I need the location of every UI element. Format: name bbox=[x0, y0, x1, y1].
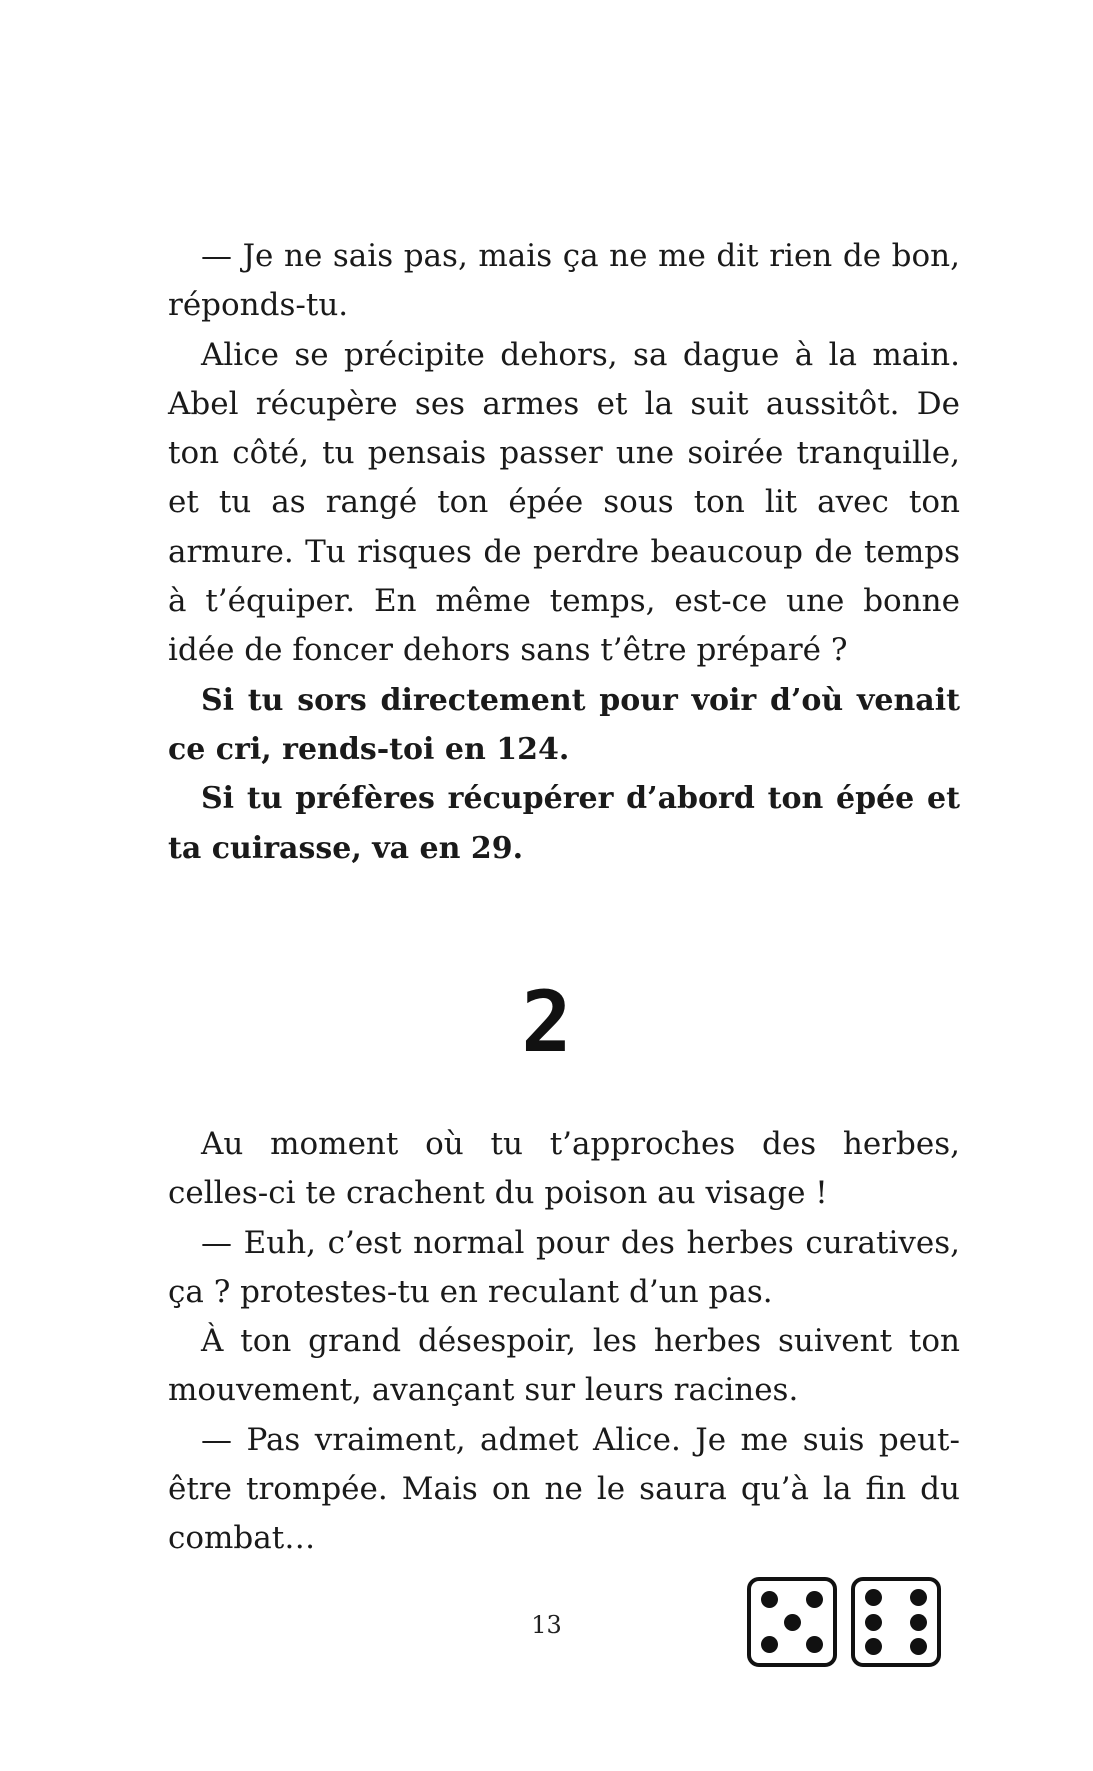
die-pip bbox=[784, 1614, 801, 1631]
section-1-text bbox=[168, 232, 960, 873]
paragraph: — Euh, c’est normal pour des herbes curatives, ça ? protestes-tu en reculant d’un pas. bbox=[168, 1224, 960, 1310]
paragraph: À ton grand désespoir, les herbes suivent ton mouvement, avançant sur leurs racines. bbox=[168, 1323, 960, 1409]
die-pip bbox=[761, 1591, 778, 1608]
die-pip bbox=[865, 1638, 882, 1655]
die-five-icon bbox=[747, 1577, 837, 1667]
paragraph: — Je ne sais pas, mais ça ne me dit rien de bon, réponds-tu. bbox=[168, 238, 960, 324]
die-pip bbox=[761, 1636, 778, 1653]
die-pip bbox=[910, 1638, 927, 1655]
paragraph: Alice se précipite dehors, sa dague à la main. Abel récupère ses armes et la suit aussitôt. De ton côté, tu pensais passer une soirée tranquille, et tu as rangé ton épée sous ton lit avec ton armure. Tu risques de perdre beaucoup de temps à t’équiper. En même temps, est-ce une bonne idée de foncer dehors sans t’être préparé ? bbox=[168, 336, 960, 669]
choice-option: Si tu sors directement pour voir d’où venait ce cri, rends-toi en 124. bbox=[168, 682, 960, 767]
choice-option: Si tu préfères récupérer d’abord ton épée et ta cuirasse, va en 29. bbox=[168, 781, 960, 866]
paragraph: — Pas vraiment, admet Alice. Je me suis peut-être trompée. Mais on ne le saura qu’à la fin du combat… bbox=[168, 1421, 960, 1557]
dice-pair bbox=[747, 1577, 941, 1667]
die-pip bbox=[865, 1614, 882, 1631]
die-pip bbox=[806, 1591, 823, 1608]
section-2-text bbox=[168, 1120, 960, 1564]
die-pip bbox=[910, 1614, 927, 1631]
section-number: 2 bbox=[521, 973, 572, 1071]
paragraph: Au moment où tu t’approches des herbes, celles-ci te crachent du poison au visage ! bbox=[168, 1126, 960, 1212]
die-pip bbox=[806, 1636, 823, 1653]
die-pip bbox=[910, 1589, 927, 1606]
die-pip bbox=[865, 1589, 882, 1606]
die-six-icon bbox=[851, 1577, 941, 1667]
page-number: 13 bbox=[531, 1611, 562, 1639]
